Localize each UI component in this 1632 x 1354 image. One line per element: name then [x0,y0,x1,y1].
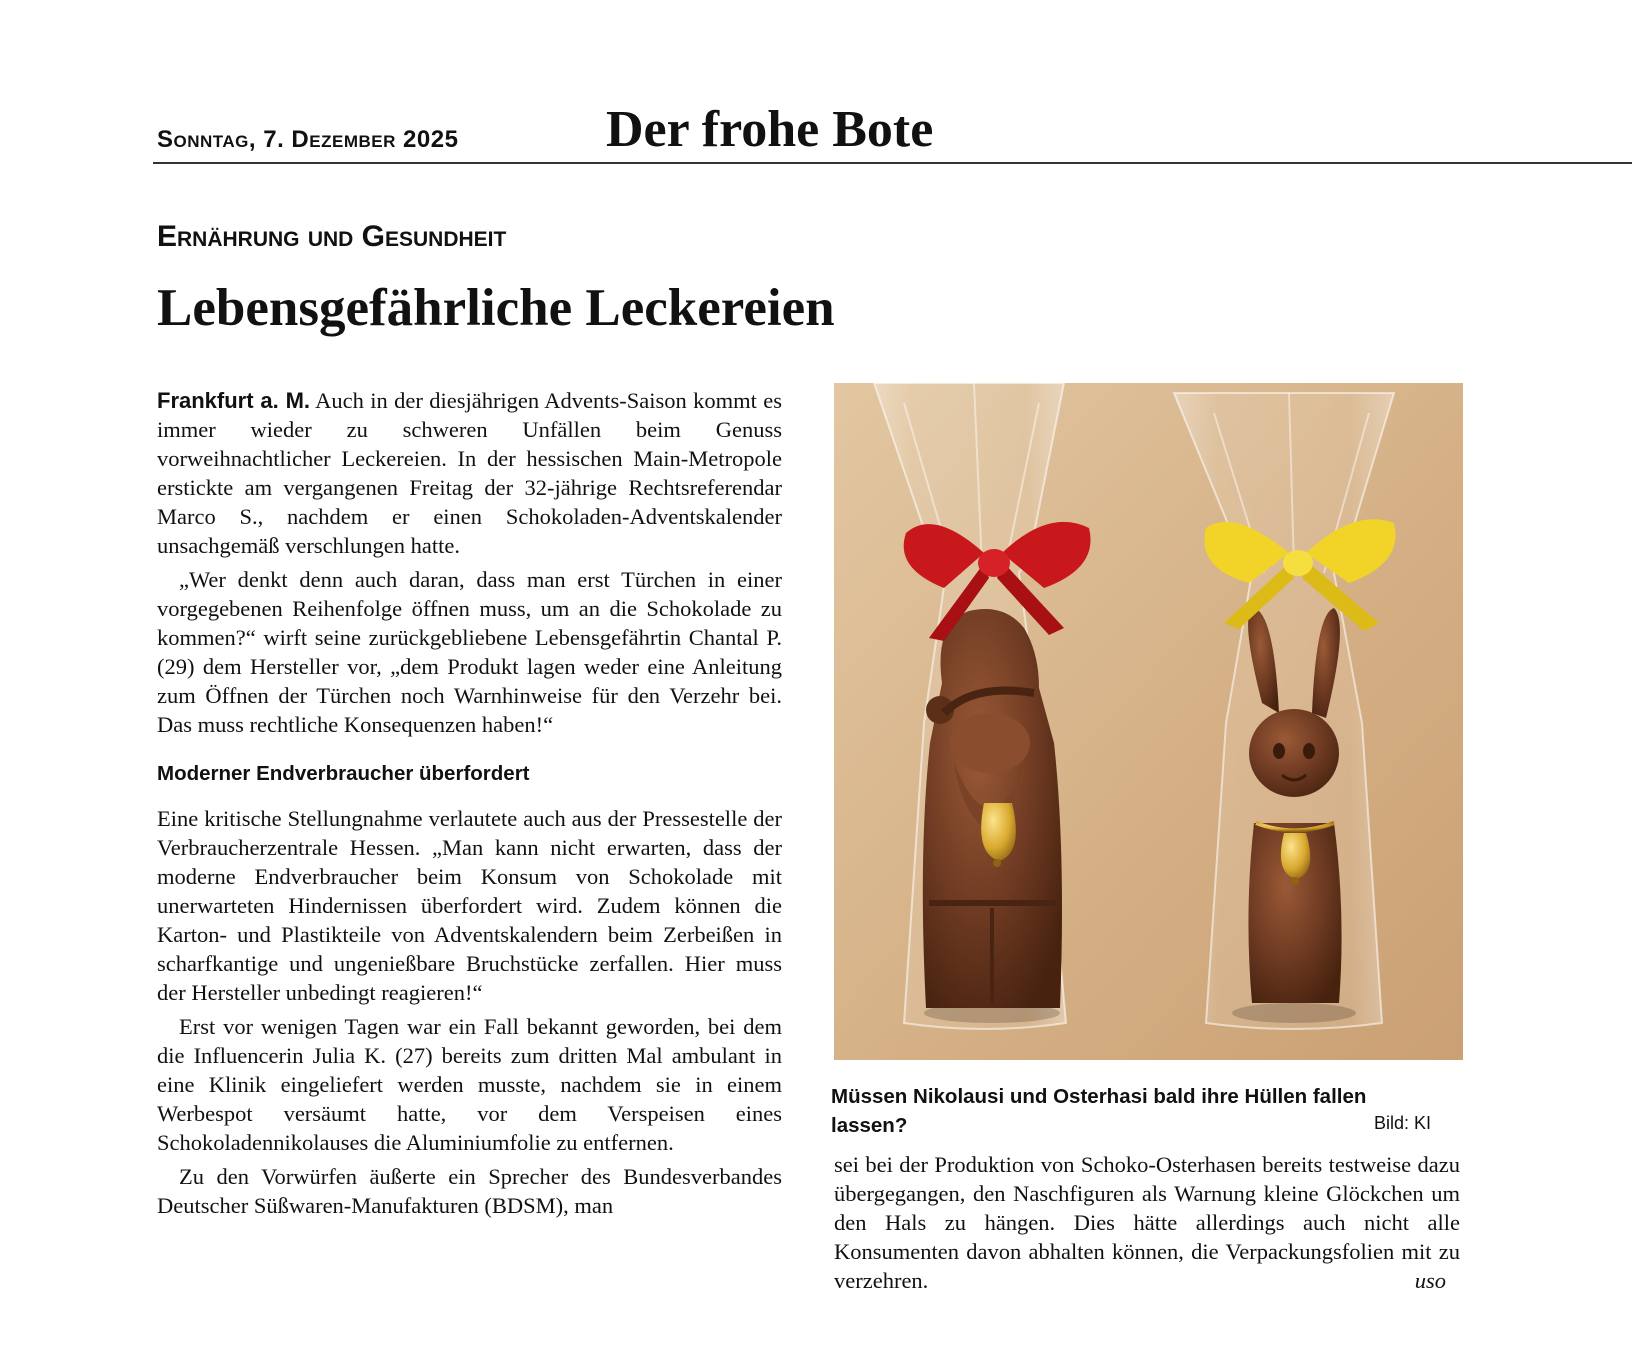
paragraph-text: Auch in der diesjährigen Advents-Saison kommt es immer wieder zu schweren Unfällen beim Genuss vorweihnachtlicher Leckereien. In der hessischen Main-Metropole erstickte am vergangenen Freitag der 32-jährige Rechtsreferendar Marco S., nachdem er einen Schokoladen-Adventskalender unsachgemäß verschlungen hatte. [157,388,782,558]
article-subheading: Moderner Endverbraucher überfordert [157,762,530,785]
author-signature: uso [1414,1268,1446,1293]
article-paragraph: Zu den Vorwürfen äußerte ein Sprecher des Bundesverbandes Deutscher Süßwaren-Manufakturen (BDSM), man [157,1164,782,1218]
article-paragraph: „Wer denkt denn auch daran, dass man erst Türchen in einer vorgegebenen Reihenfolge öffnen muss, um an die Schokolade zu kommen?“ wirft seine zurückgebliebene Lebensgefährtin Chantal P. (29) dem Hersteller vor, „dem Produkt lagen weder eine Anleitung zum Öffnen der Türchen noch Warnhinweise für den Verzehr bei. Das muss rechtliche Konsequenzen haben!“ [157,567,782,737]
paragraph-text: sei bei der Produktion von Schoko-Osterhasen bereits testweise dazu übergegangen, den Naschfiguren als Warnung kleine Glöckchen um den Hals zu hängen. Dies hätte allerdings auch nicht alle Konsumenten davon abhalten können, die Verpackungsfolien mit zu verzehren. [834,1152,1460,1293]
masthead-rule [153,162,1632,164]
newspaper-title: Der frohe Bote [606,101,934,158]
photo-caption: Müssen Nikolausi und Osterhasi bald ihre Hüllen fallen lassen? [831,1085,1367,1137]
photo-credit: Bild: KI [1374,1113,1432,1133]
article-column-right [834,1150,1460,1295]
article-photo [834,383,1463,1060]
dateline: Frankfurt a. M. [157,388,311,413]
article-paragraph [157,386,782,560]
article-paragraph: Eine kritische Stellungnahme verlautete auch aus der Pressestelle der Verbraucherzentrale Hessen. „Man kann nicht erwarten, dass der moderne Endverbraucher beim Konsum von Schokolade mit unerwarteten Hindernissen überfordert wird. Zudem können die Karton- und Plastikteile von Adventskalendern beim Zerbeißen in scharfkantige und ungenießbare Bruchstücke zerfallen. Hier muss der Hersteller unbedingt reagieren!“ [157,806,782,1005]
article-paragraph: Erst vor wenigen Tagen war ein Fall bekannt geworden, bei dem die Influencerin Julia K. (27) bereits zum dritten Mal ambulant in eine Klinik eingeliefert werden musste, nachdem sie in einem Werbespot versäumt hatte, vor dem Verspeisen eines Schokoladennikolauses die Aluminiumfolie zu entfernen. [157,1014,782,1155]
article-paragraph [834,1150,1460,1295]
article-column-left [157,386,782,1220]
issue-date: Sonntag, 7. Dezember 2025 [157,126,459,153]
article-headline: Lebensgefährliche Leckereien [157,279,835,337]
section-label: Ernährung und Gesundheit [157,220,507,253]
